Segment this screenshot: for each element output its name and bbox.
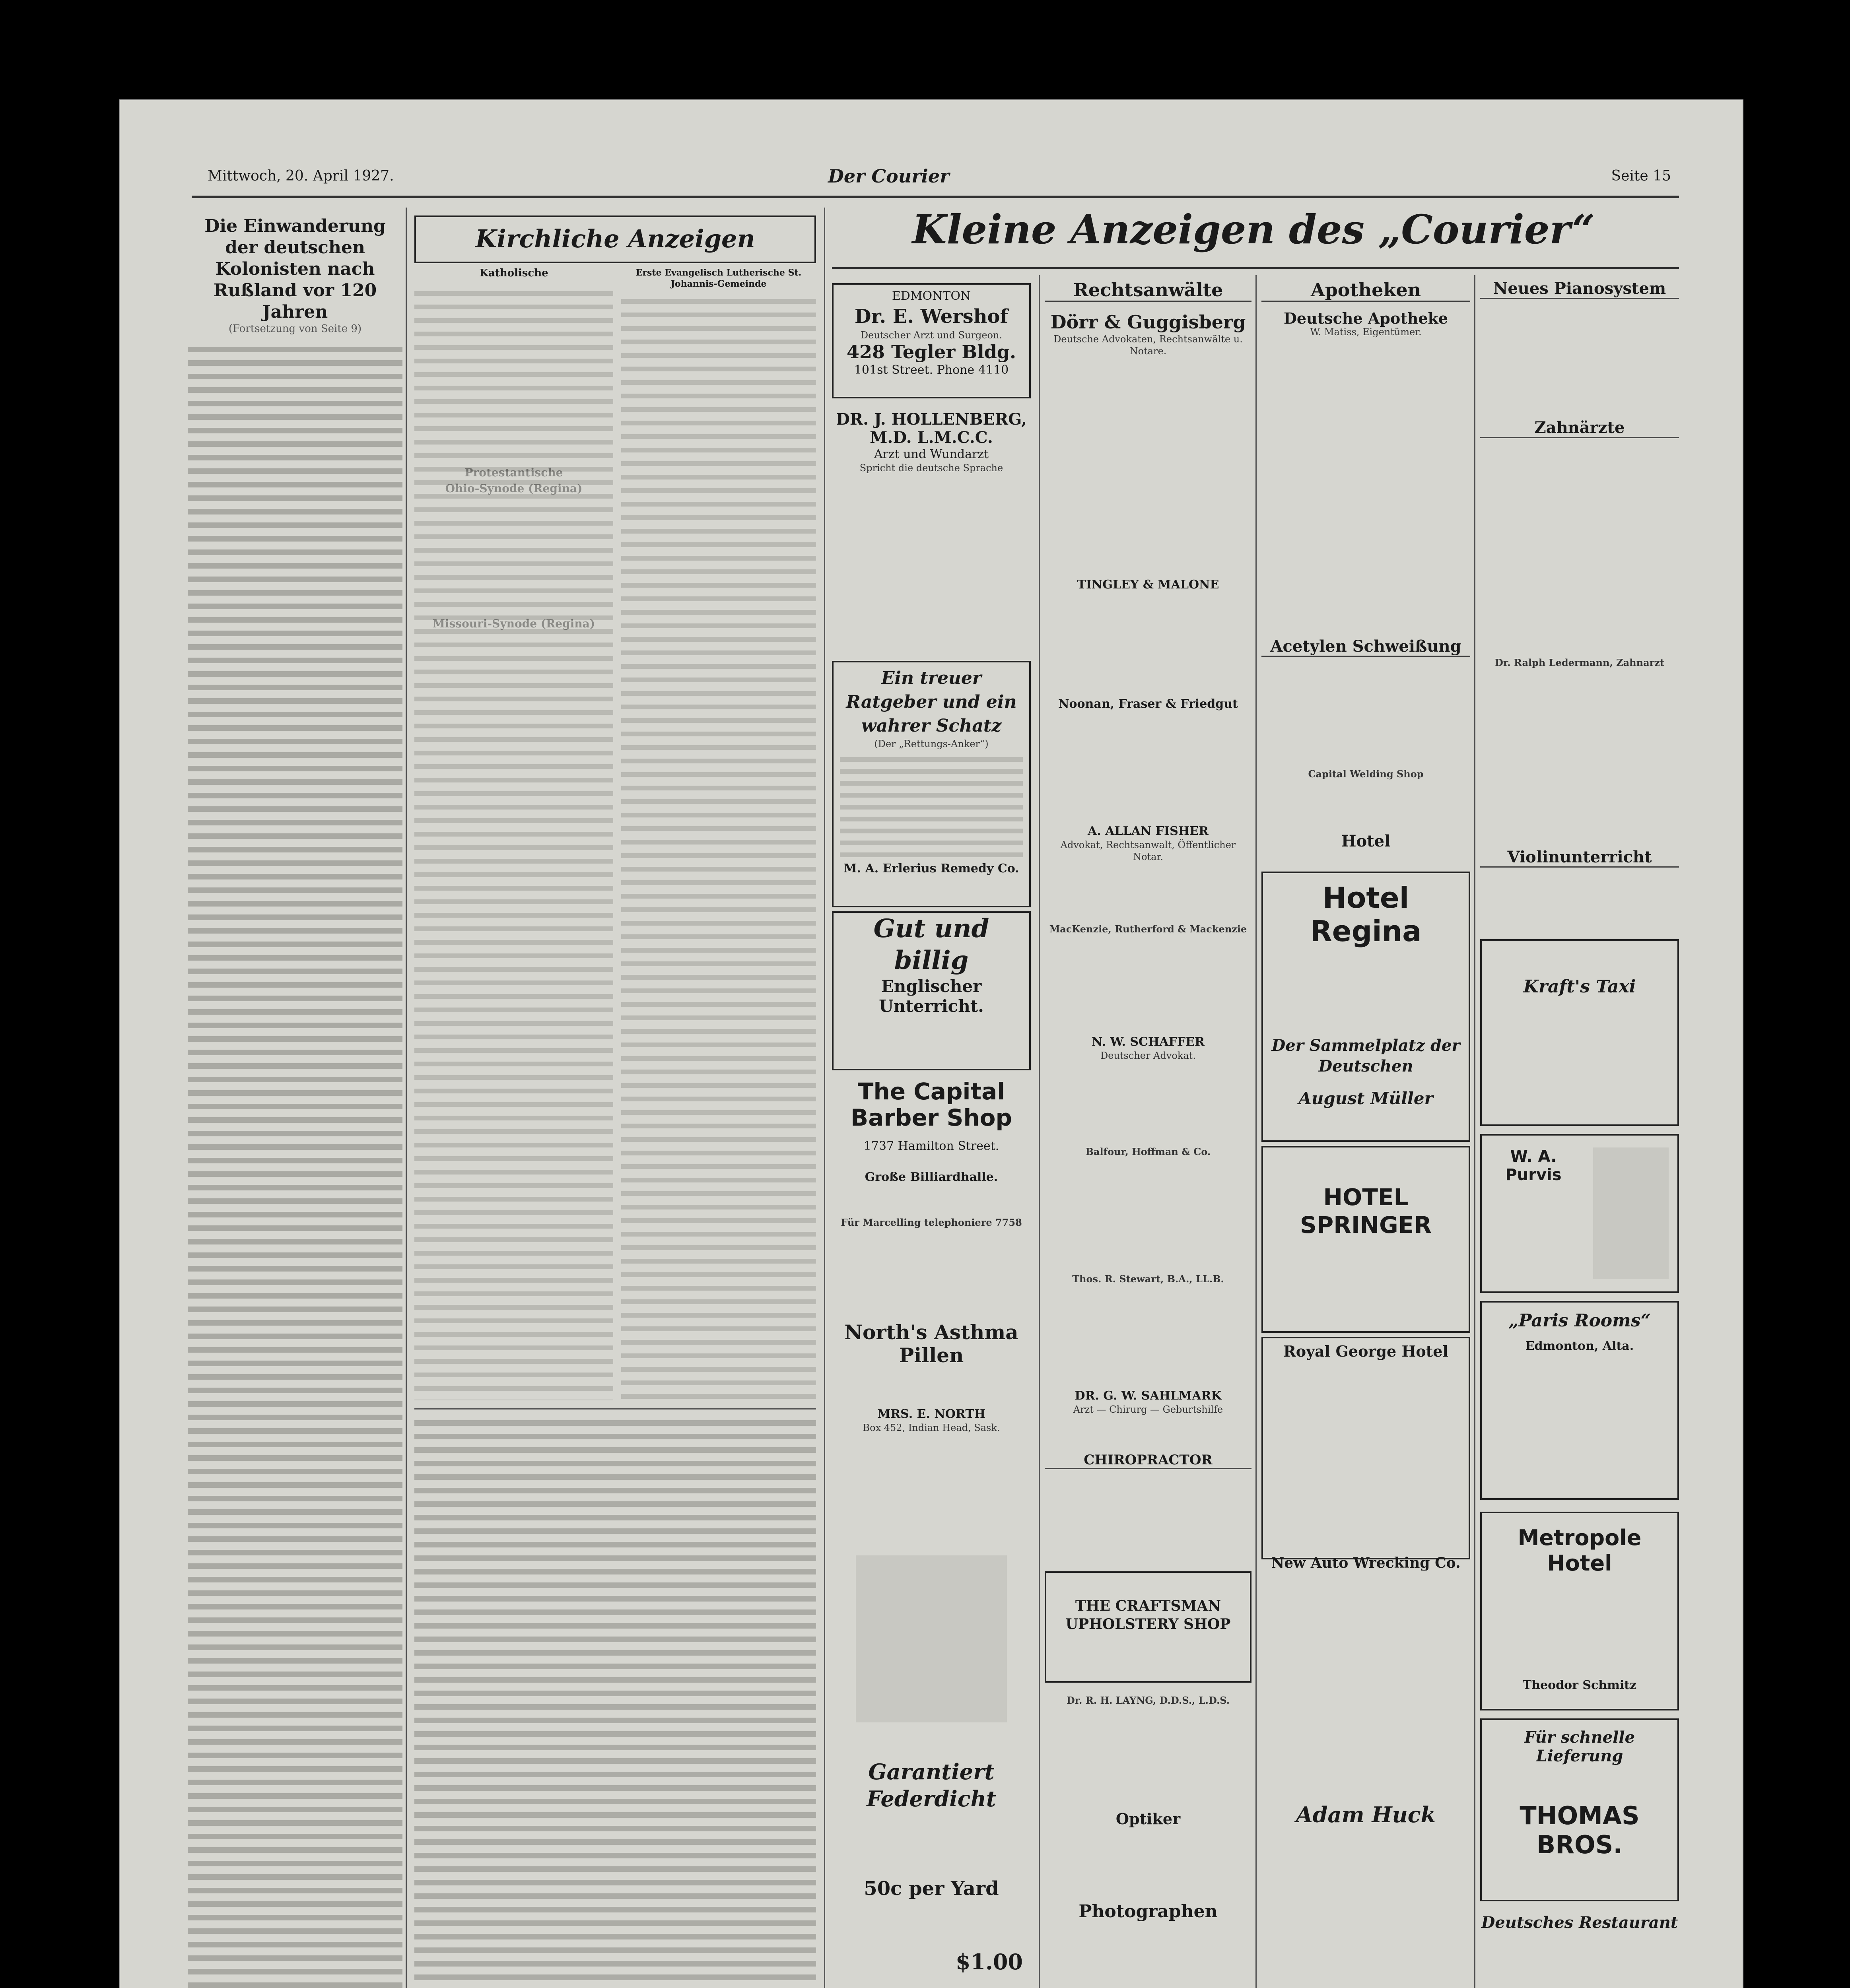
- paris-rooms-ad: [1480, 1301, 1679, 1500]
- column-divider: [1039, 275, 1040, 1988]
- paris-rooms-name: „Paris Rooms“: [1508, 1310, 1651, 1331]
- thomas-bros-ad: [1480, 1718, 1679, 1901]
- church-listings-right: [621, 295, 816, 1400]
- hollenberg-name: DR. J. HOLLENBERG, M.D. L.M.C.C.: [836, 410, 1027, 447]
- newspaper-page: [119, 99, 1743, 1988]
- hollenberg-line2: Spricht die deutsche Sprache: [859, 462, 1003, 474]
- masthead: Der Courier: [828, 165, 950, 187]
- lederman-ad: [1480, 657, 1679, 669]
- church-title: Kirchliche Anzeigen: [475, 224, 755, 253]
- section-chiropractor: CHIROPRACTOR: [1045, 1452, 1251, 1469]
- ratgeber-ad: [832, 661, 1031, 907]
- ratgeber-company: M. A. Erlerius Remedy Co.: [843, 862, 1019, 876]
- apotheke-ad: [1261, 311, 1470, 613]
- hotel-regina-slogan: Der Sammelplatz der Deutschen: [1271, 1036, 1460, 1076]
- noonan-name: Noonan, Fraser & Friedgut: [1058, 697, 1238, 711]
- article-title: Die Einwanderung der deutschen Kolonisten nach Rußland vor 120 Jahren: [204, 216, 386, 322]
- ratgeber-body: [840, 754, 1023, 857]
- schaffer-ad: [1045, 1035, 1251, 1062]
- hollenberg-ad: [832, 410, 1031, 522]
- page-header: [208, 165, 1671, 196]
- ratgeber-sub: (Der „Rettungs-Anker“): [874, 738, 989, 749]
- column-divider: [406, 208, 407, 1988]
- royal-george-ad: [1261, 1337, 1470, 1559]
- schaffer-name: N. W. SCHAFFER: [1092, 1035, 1205, 1049]
- classifieds-title: Kleine Anzeigen des „Courier“: [912, 206, 1595, 253]
- article-continuation: [414, 1416, 816, 1988]
- metropole-owner: Theodor Schmitz: [1522, 1678, 1637, 1692]
- federdicht-ad: [832, 1460, 1031, 1981]
- section-welding: Acetylen Schweißung: [1261, 637, 1470, 657]
- craftsman-name: THE CRAFTSMAN UPHOLSTERY SHOP: [1065, 1598, 1231, 1633]
- barber-address: 1737 Hamilton Street.: [863, 1139, 999, 1153]
- kraft-taxi-ad: [1480, 939, 1679, 1126]
- issue-date: Mittwoch, 20. April 1927.: [208, 168, 394, 184]
- hotel-regina-ad: [1261, 872, 1470, 1142]
- mackenzie-name: MacKenzie, Rutherford & Mackenzie: [1049, 923, 1247, 935]
- huck-ad: [1261, 1802, 1470, 1827]
- section-photography: Photographen: [1079, 1901, 1218, 1922]
- tingley-ad: [1045, 577, 1251, 592]
- article-body: [188, 343, 402, 1988]
- wershof-city: EDMONTON: [892, 289, 971, 303]
- church-heading-box: [414, 215, 816, 263]
- column-divider: [1474, 275, 1475, 1988]
- section-divider: [414, 1408, 816, 1409]
- mackenzie-ad: [1045, 923, 1251, 935]
- header-rule: [192, 196, 1679, 198]
- wershof-phone: 101st Street. Phone 4110: [854, 363, 1009, 377]
- wershof-ad: [832, 283, 1031, 398]
- royal-george-name: Royal George Hotel: [1283, 1342, 1448, 1360]
- church-heading-st-johannis: Erste Evangelisch Lutherische St. Johannis-Gemeinde: [635, 268, 802, 289]
- hollenberg-line1: Arzt und Wundarzt: [874, 447, 989, 461]
- doerr-name: Dörr & Guggisberg: [1050, 311, 1246, 333]
- asthma-ad: [832, 1305, 1031, 1448]
- church-heading-catholic: Katholische: [479, 267, 548, 279]
- portrait-photo: [1593, 1147, 1669, 1279]
- stewart-ad: [1045, 1273, 1251, 1285]
- doerr-ad: [1045, 311, 1251, 549]
- balfour-name: Balfour, Hoffman & Co.: [1085, 1146, 1211, 1157]
- section-optician: Optiker: [1115, 1810, 1181, 1828]
- gut-billig-title: Gut und billig: [873, 914, 989, 975]
- auto-wrecking-ad: [1261, 1555, 1470, 1571]
- section-hotel: Hotel: [1341, 832, 1391, 850]
- purvis-ad: [1480, 1134, 1679, 1293]
- hotel-regina-name: Hotel Regina: [1310, 881, 1422, 948]
- craftsman-ad: [1045, 1571, 1251, 1683]
- section-pharmacies: Apotheken: [1261, 279, 1470, 302]
- hotel-regina-owner: August Müller: [1298, 1089, 1433, 1108]
- layng-name: Dr. R. H. LAYNG, D.D.S., L.D.S.: [1066, 1695, 1230, 1706]
- barber-line1: Große Billiardhalle.: [865, 1170, 998, 1184]
- gut-billig-ad: [832, 911, 1031, 1070]
- sahlmark-name: DR. G. W. SAHLMARK: [1075, 1389, 1222, 1403]
- asthma-address: Box 452, Indian Head, Sask.: [863, 1422, 1000, 1433]
- metropole-name: Metropole Hotel: [1518, 1525, 1642, 1576]
- paris-rooms-city: Edmonton, Alta.: [1525, 1339, 1634, 1353]
- article-continued: (Fortsetzung von Seite 9): [228, 323, 362, 335]
- barber-ad: [832, 1078, 1031, 1277]
- section-lawyers: Rechtsanwälte: [1045, 279, 1251, 302]
- section-pianos: Neues Pianosystem: [1480, 279, 1679, 299]
- restaurant-ad: [1480, 1913, 1679, 1932]
- auto-wrecking-name: New Auto Wrecking Co.: [1271, 1555, 1461, 1571]
- tingley-name: TINGLEY & MALONE: [1077, 578, 1219, 592]
- huck-name: Adam Huck: [1296, 1802, 1436, 1827]
- barber-name: The Capital Barber Shop: [850, 1078, 1012, 1131]
- barber-phone: Für Marcelling telephoniere 7758: [841, 1217, 1022, 1228]
- stewart-name: Thos. R. Stewart, B.A., LL.B.: [1072, 1273, 1224, 1285]
- apotheke-line1: W. Matiss, Eigentümer.: [1310, 326, 1422, 338]
- springer-ad: [1261, 1146, 1470, 1333]
- column-divider: [824, 208, 825, 1988]
- wershof-name: Dr. E. Wershof: [854, 305, 1009, 328]
- layng-ad: [1045, 1695, 1251, 1706]
- page-number: Seite 15: [1611, 168, 1671, 184]
- lederman-name: Dr. Ralph Ledermann, Zahnarzt: [1495, 657, 1664, 668]
- church-listings-left: [414, 287, 613, 1400]
- asthma-name: MRS. E. NORTH: [877, 1407, 985, 1421]
- apotheke-name: Deutsche Apotheke: [1283, 311, 1448, 327]
- sahlmark-line1: Arzt — Chirurg — Geburtshilfe: [1073, 1404, 1223, 1415]
- section-violin: Violinunterricht: [1480, 848, 1679, 868]
- kraft-taxi-name: Kraft's Taxi: [1523, 977, 1636, 997]
- federdicht-title: Garantiert Federdicht: [867, 1759, 996, 1811]
- fisher-ad: [1045, 824, 1251, 863]
- column-divider: [1255, 275, 1257, 1988]
- welding-ad: [1261, 768, 1470, 780]
- balfour-ad: [1045, 1146, 1251, 1158]
- wershof-line1: Deutscher Arzt und Surgeon.: [860, 330, 1003, 341]
- thomas-bros-tag: Für schnelle Lieferung: [1524, 1728, 1635, 1765]
- federdicht-price: 50c per Yard: [864, 1877, 999, 1900]
- wershof-address: 428 Tegler Bldg.: [846, 341, 1016, 363]
- noonan-ad: [1045, 697, 1251, 712]
- gut-billig-line1: Englischer Unterricht.: [879, 977, 984, 1016]
- asthma-title: North's Asthma Pillen: [844, 1320, 1018, 1367]
- doerr-line1: Deutsche Advokaten, Rechtsanwälte u. Notare.: [1053, 334, 1243, 357]
- purvis-name: W. A. Purvis: [1505, 1147, 1562, 1184]
- fisher-line1: Advokat, Rechtsanwalt, Öffentlicher Notar.: [1060, 839, 1236, 862]
- restaurant-name: Deutsches Restaurant: [1481, 1913, 1678, 1932]
- thomas-bros-name: THOMAS BROS.: [1520, 1801, 1640, 1859]
- welding-name: Capital Welding Shop: [1308, 768, 1424, 780]
- ratgeber-title: Ein treuer Ratgeber und ein wahrer Schatz: [846, 668, 1017, 736]
- federdicht-price2: $1.00: [955, 1949, 1023, 1974]
- metropole-ad: [1480, 1512, 1679, 1710]
- schaffer-line1: Deutscher Advokat.: [1100, 1050, 1196, 1061]
- section-dentists: Zahnärzte: [1480, 418, 1679, 438]
- classifieds-rule: [832, 267, 1679, 269]
- spinning-wheel-illustration: [856, 1555, 1007, 1722]
- fisher-name: A. ALLAN FISHER: [1088, 824, 1209, 838]
- sahlmark-ad: [1045, 1388, 1251, 1415]
- springer-name: HOTEL SPRINGER: [1300, 1184, 1432, 1239]
